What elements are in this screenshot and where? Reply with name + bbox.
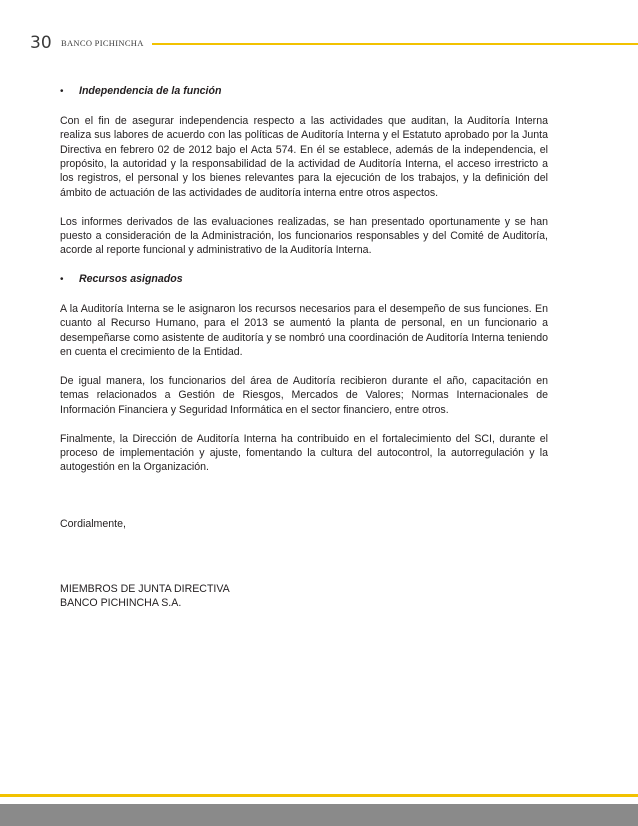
page-header (0, 30, 638, 56)
signatory-line-1: MIEMBROS DE JUNTA DIRECTIVA (60, 582, 230, 595)
header-rule (152, 43, 638, 45)
section-heading-independencia (60, 84, 548, 99)
paragraph: Finalmente, la Dirección de Auditoría Interna ha contribuido en el fortalecimiento del SCI, durante el proceso de implementación y ajuste, fomentando la cultura del autocontrol, la autorregulación y la autogestión en la Organización. (60, 432, 548, 474)
paragraph: Con el fin de asegurar independencia respecto a las actividades que auditan, la Auditoría Interna realiza sus labores de acuerdo con las políticas de Auditoría Interna y el Estatuto aprobado por la Junta Directiva en febrero 02 de 2012 bajo el Acta 574. En él se establece, además de la independencia, el propósito, la autoridad y la responsabilidad de la actividad de Auditoría Interna, el acceso irrestricto a los registros, el personal y los bienes relevantes para la ejecución de los trabajos, y la definición del ámbito de actuación de las actividades de auditoría interna entre otros aspectos. (60, 114, 548, 199)
section-heading-recursos (60, 272, 548, 287)
section-title: Recursos asignados (79, 273, 183, 286)
page-number: 30 (30, 33, 52, 53)
paragraph: A la Auditoría Interna se le asignaron los recursos necesarios para el desempeño de sus funciones. En cuanto al Recurso Humano, para el 2013 se aumentó la planta de personal, en un funcionario a desempeñarse como asistente de auditoría y se nombró una coordinación de Auditoría Interna teniendo en cuenta el crecimiento de la Entidad. (60, 303, 548, 359)
bullet-icon: • (60, 86, 64, 97)
paragraph: Los informes derivados de las evaluaciones realizadas, se han presentado oportunamente y se han puesto a consideración de la Administración, los funcionarios responsables y del Comité de Auditoría, acorde al reporte funcional y administrativo de la Auditoría Interna. (60, 215, 548, 257)
salutation: Cordialmente, (60, 518, 126, 531)
footer-bar (0, 804, 638, 826)
signatory-line-2: BANCO PICHINCHA S.A. (60, 597, 182, 610)
section-title: Independencia de la función (79, 85, 222, 97)
header-bank-name: BANCO PICHINCHA (61, 38, 144, 48)
footer-accent-rule (0, 794, 638, 797)
document-body (60, 84, 548, 610)
bullet-icon: • (60, 274, 64, 286)
paragraph: De igual manera, los funcionarios del área de Auditoría recibieron durante el año, capacitación en temas relacionados a Gestión de Riesgos, Mercados de Valores; Normas Internacionales de Información Financiera y Seguridad Informática en el sector financiero, entre otros. (60, 375, 548, 416)
